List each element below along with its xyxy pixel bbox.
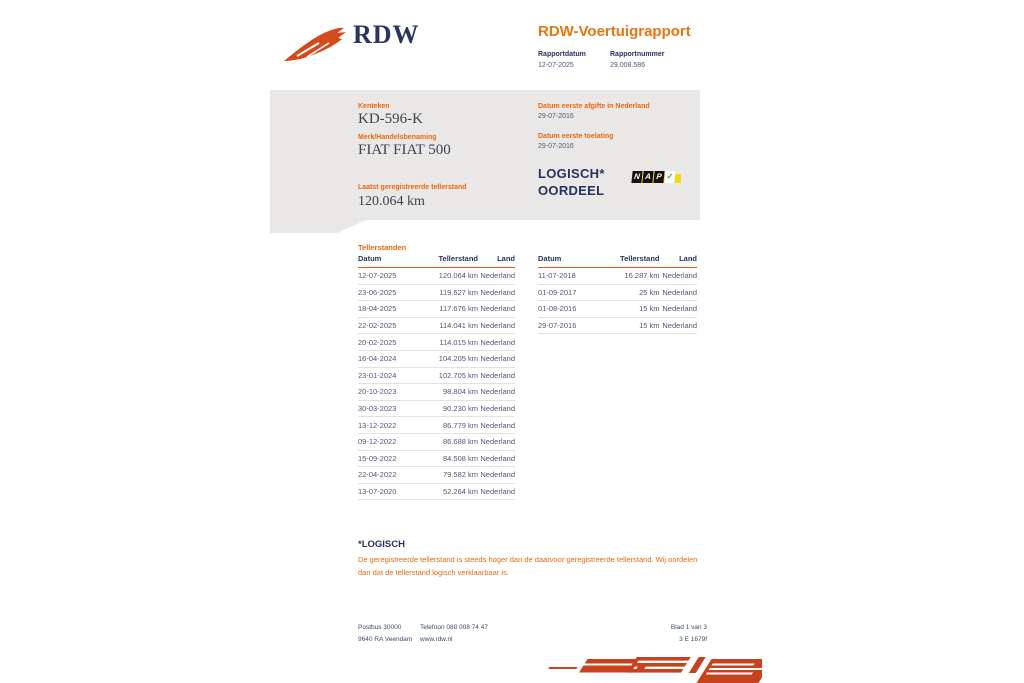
table-cell: Nederland xyxy=(478,334,515,351)
column-header-land: Land xyxy=(660,254,697,268)
table-cell: 117.676 km xyxy=(420,301,478,318)
table-row xyxy=(358,334,515,351)
table-cell: 86.688 km xyxy=(420,433,478,450)
footer-address-line1: Postbus 30000 xyxy=(358,624,402,631)
table-cell: 52.264 km xyxy=(420,483,478,500)
table-row xyxy=(358,433,515,450)
table-cell: 15-09-2022 xyxy=(358,450,420,467)
column-header-datum: Datum xyxy=(358,254,420,268)
nap-letter-p: P xyxy=(653,171,664,183)
toelating-value: 29-07-2016 xyxy=(538,143,574,150)
nap-check-icon: ✓ xyxy=(666,172,674,181)
table-cell: Nederland xyxy=(478,483,515,500)
table-cell: 13-12-2022 xyxy=(358,417,420,434)
table-cell: 16-04-2024 xyxy=(358,350,420,367)
rdw-wing-logo-icon xyxy=(283,21,347,63)
table-cell: 119.627 km xyxy=(420,284,478,301)
page-title: RDW-Voertuigrapport xyxy=(538,23,691,40)
footer-line-1 xyxy=(358,624,707,631)
table-cell: 29-07-2016 xyxy=(538,317,601,334)
table-cell: Nederland xyxy=(478,433,515,450)
table-cell: 120.064 km xyxy=(420,268,478,285)
table-row xyxy=(538,317,697,334)
nap-letter-n: N xyxy=(631,171,642,183)
table-cell: 84.508 km xyxy=(420,450,478,467)
table-cell: Nederland xyxy=(478,417,515,434)
table-cell: 16.287 km xyxy=(601,268,660,285)
table-cell: 98.804 km xyxy=(420,384,478,401)
table-cell: Nederland xyxy=(478,400,515,417)
footer-website: www.rdw.nl xyxy=(420,636,453,643)
column-header-tellerstand: Tellerstand xyxy=(601,254,660,268)
table-cell: 01-09-2017 xyxy=(538,284,601,301)
table-header-row xyxy=(538,254,697,268)
table-cell: 09-12-2022 xyxy=(358,433,420,450)
column-header-datum: Datum xyxy=(538,254,601,268)
wing-stripes-graphic xyxy=(540,655,762,683)
report-number-label: Rapportnummer xyxy=(610,51,665,58)
tellerstand-label: Laatst geregistreerde tellerstand xyxy=(358,184,467,191)
table-row xyxy=(358,268,515,285)
table-row xyxy=(358,301,515,318)
table-row xyxy=(358,284,515,301)
table-row xyxy=(358,384,515,401)
table-row xyxy=(358,400,515,417)
footer-line-2 xyxy=(358,636,707,643)
summary-card-tail xyxy=(270,220,366,233)
toelating-label: Datum eerste toelating xyxy=(538,133,614,140)
tellerstand-value: 120.064 km xyxy=(358,194,425,209)
oordeel-line2: OORDEEL xyxy=(538,183,605,198)
nap-logo xyxy=(632,166,684,185)
logisch-note-title: *LOGISCH xyxy=(358,539,405,550)
table-cell: 25 km xyxy=(601,284,660,301)
table-cell: 102.705 km xyxy=(420,367,478,384)
rdw-logo-text: RDW xyxy=(353,20,420,49)
logisch-note-text: De geregistreerde tellerstand is steeds hoger dan de daarvoor geregistreerde tellerstand. Wij oordelen dan dat de tellerstand logisch verklaarbaar is. xyxy=(358,555,698,577)
table-cell: 15 km xyxy=(601,301,660,318)
table-cell: Nederland xyxy=(478,301,515,318)
table-row xyxy=(358,350,515,367)
table-header-row xyxy=(358,254,515,268)
report-date-label: Rapportdatum xyxy=(538,51,586,58)
table-cell: 15 km xyxy=(601,317,660,334)
table-row xyxy=(538,268,697,285)
afgifte-value: 29-07-2016 xyxy=(538,113,574,120)
table-row xyxy=(358,483,515,500)
table-row xyxy=(538,284,697,301)
table-cell: 23-01-2024 xyxy=(358,367,420,384)
table-cell: 114.015 km xyxy=(420,334,478,351)
table-cell: 23-06-2025 xyxy=(358,284,420,301)
table-cell: 13-07-2020 xyxy=(358,483,420,500)
table-cell: Nederland xyxy=(660,268,697,285)
oordeel-line1: LOGISCH* xyxy=(538,166,605,181)
table-cell: 22-02-2025 xyxy=(358,317,420,334)
oordeel-text xyxy=(538,165,605,199)
table-cell: 18-04-2025 xyxy=(358,301,420,318)
tellerstanden-title: Tellerstanden xyxy=(358,243,407,252)
table-cell: 20-02-2025 xyxy=(358,334,420,351)
table-cell: 79.582 km xyxy=(420,467,478,484)
table-cell: 11-07-2018 xyxy=(538,268,601,285)
column-header-tellerstand: Tellerstand xyxy=(420,254,478,268)
table-row xyxy=(358,467,515,484)
table-row xyxy=(358,450,515,467)
report-date-value: 12-07-2025 xyxy=(538,62,574,69)
footer-address-line2: 9640 RA Veendam xyxy=(358,636,413,643)
report-number-value: 29.008.586 xyxy=(610,62,646,69)
table-cell: 01-08-2016 xyxy=(538,301,601,318)
table-cell: Nederland xyxy=(478,450,515,467)
tellerstanden-table-right xyxy=(538,254,697,334)
table-cell: Nederland xyxy=(478,384,515,401)
table-cell: 90.230 km xyxy=(420,400,478,417)
table-cell: Nederland xyxy=(478,268,515,285)
table-cell: Nederland xyxy=(478,317,515,334)
kenteken-value: KD-596-K xyxy=(358,111,423,127)
table-cell: 86.779 km xyxy=(420,417,478,434)
footer-page-number: Blad 1 van 3 xyxy=(670,624,707,631)
table-cell: 114.041 km xyxy=(420,317,478,334)
table-cell: Nederland xyxy=(478,350,515,367)
table-cell: 22-04-2022 xyxy=(358,467,420,484)
footer-form-code: 3 E 1679f xyxy=(679,636,707,643)
table-cell: 12-07-2025 xyxy=(358,268,420,285)
merk-label: Merk/Handelsbenaming xyxy=(358,134,437,141)
table-row xyxy=(358,317,515,334)
nap-letter-a: A xyxy=(642,171,653,183)
table-cell: Nederland xyxy=(660,317,697,334)
table-row xyxy=(358,417,515,434)
table-cell: Nederland xyxy=(660,284,697,301)
table-cell: 30-03-2023 xyxy=(358,400,420,417)
footer-phone: Telefoon 088 008 74 47 xyxy=(420,624,488,631)
afgifte-label: Datum eerste afgifte in Nederland xyxy=(538,103,650,110)
table-row xyxy=(358,367,515,384)
table-cell: 104.205 km xyxy=(420,350,478,367)
column-header-land: Land xyxy=(478,254,515,268)
tellerstanden-table-left xyxy=(358,254,515,500)
table-cell: Nederland xyxy=(478,467,515,484)
kenteken-label: Kenteken xyxy=(358,103,390,110)
table-cell: Nederland xyxy=(478,367,515,384)
table-cell: Nederland xyxy=(660,301,697,318)
merk-value: FIAT FIAT 500 xyxy=(358,142,451,158)
table-row xyxy=(538,301,697,318)
table-cell: 20-10-2023 xyxy=(358,384,420,401)
table-cell: Nederland xyxy=(478,284,515,301)
